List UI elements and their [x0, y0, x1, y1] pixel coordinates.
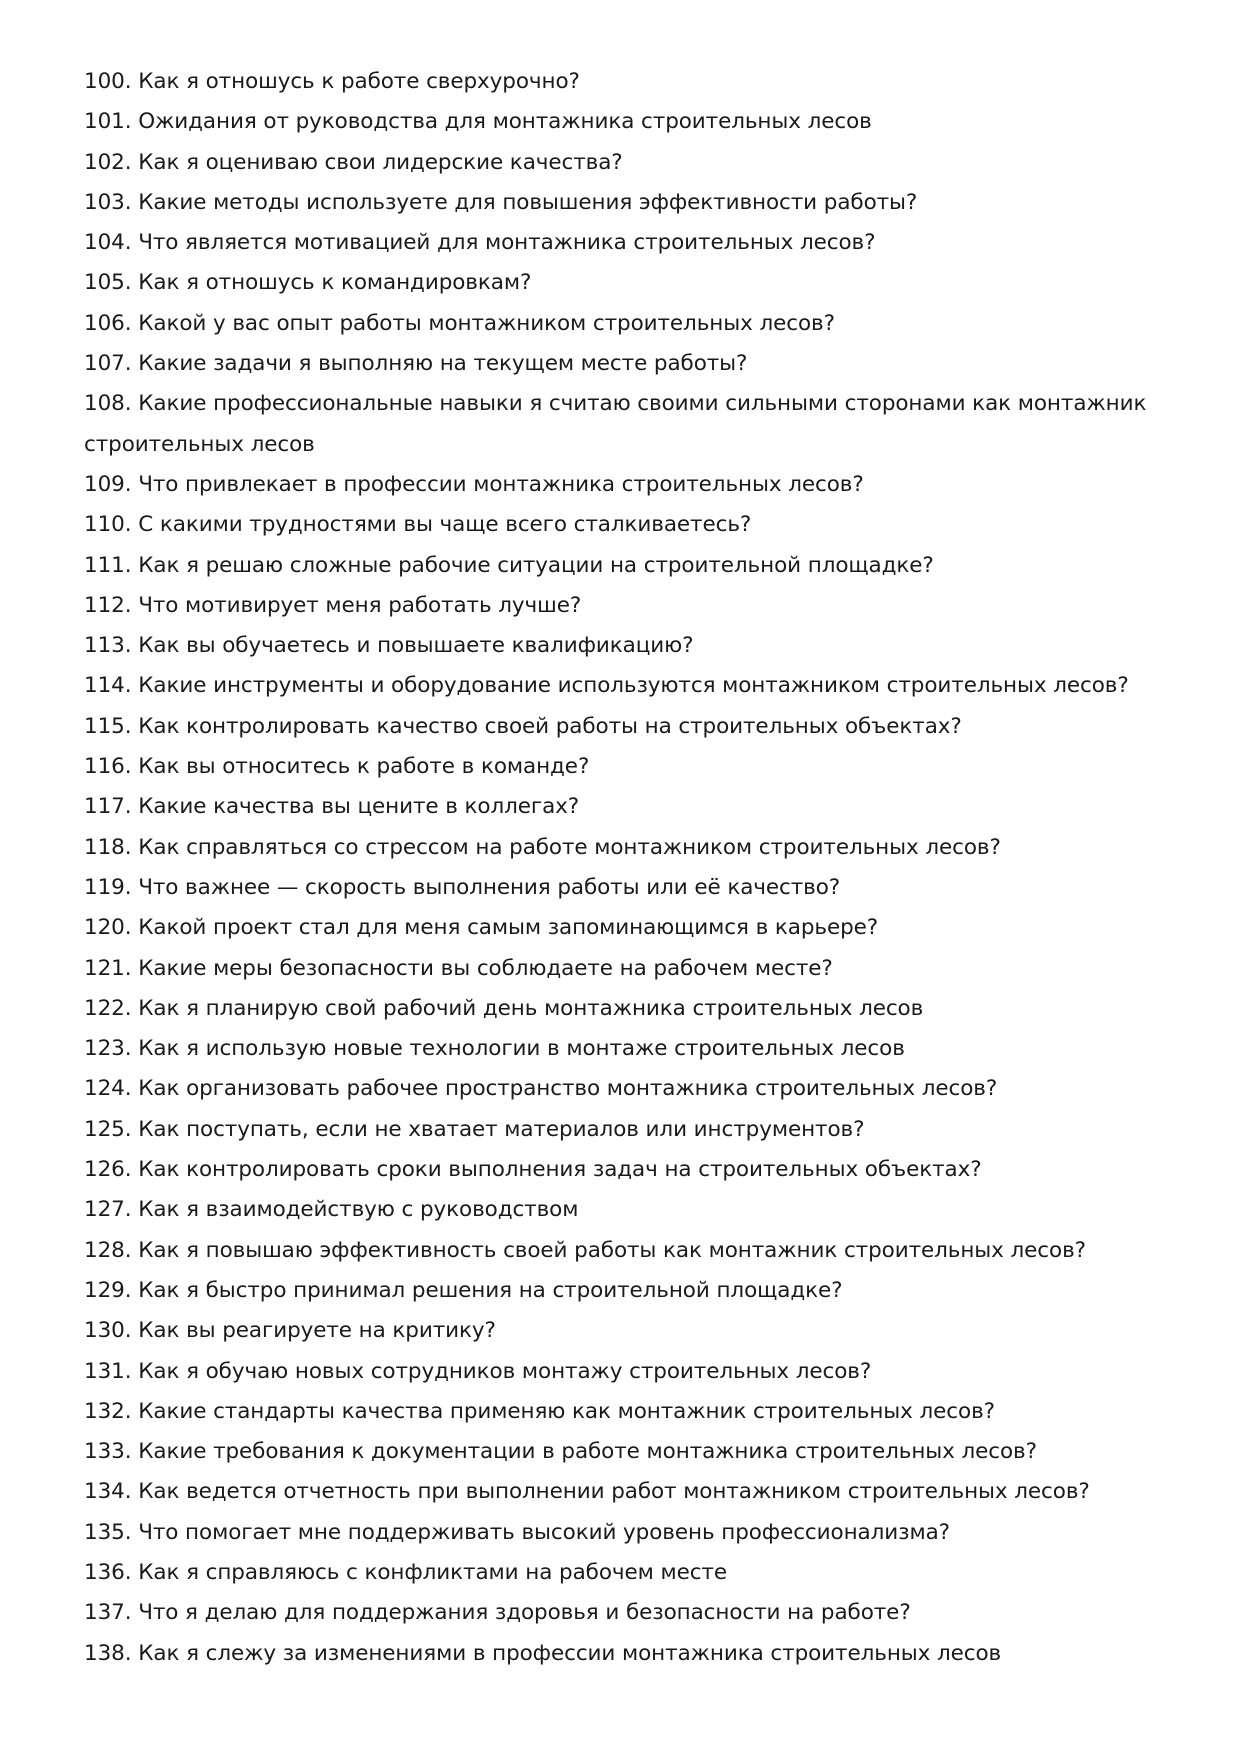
question-item: 128. Как я повышаю эффективность своей работы как монтажник строительных лесов? [84, 1237, 1086, 1263]
question-item: 121. Какие меры безопасности вы соблюдаете на рабочем месте? [84, 955, 833, 981]
question-item: 129. Как я быстро принимал решения на строительной площадке? [84, 1277, 843, 1303]
question-item: 103. Какие методы используете для повышения эффективности работы? [84, 189, 918, 215]
question-item: 100. Как я отношусь к работе сверхурочно? [84, 69, 580, 94]
question-item: 119. Что важнее — скорость выполнения работы или её качество? [84, 874, 841, 900]
question-item: 106. Какой у вас опыт работы монтажником строительных лесов? [84, 310, 835, 336]
question-item: 105. Как я отношусь к командировкам? [84, 270, 532, 296]
question-item: 122. Как я планирую свой рабочий день монтажника строительных лесов [84, 995, 924, 1021]
question-item: 117. Какие качества вы цените в коллегах? [84, 794, 580, 820]
question-item: 135. Что помогает мне поддерживать высокий уровень профессионализма? [84, 1519, 950, 1545]
question-item: 136. Как я справляюсь с конфликтами на рабочем месте [84, 1559, 727, 1585]
question-item: 134. Как ведется отчетность при выполнении работ монтажником строительных лесов? [84, 1479, 1090, 1505]
question-item: 138. Как я слежу за изменениями в профессии монтажника строительных лесов [84, 1640, 1002, 1666]
question-item: 113. Как вы обучаетесь и повышаете квалификацию? [84, 633, 694, 659]
question-item: 110. С какими трудностями вы чаще всего сталкиваетесь? [84, 512, 752, 538]
question-item: 127. Как я взаимодействую с руководством [84, 1197, 579, 1223]
question-item: 102. Как я оцениваю свои лидерские качества? [84, 149, 623, 175]
question-item: 115. Как контролировать качество своей работы на строительных объектах? [84, 713, 962, 739]
question-item: 126. Как контролировать сроки выполнения задач на строительных объектах? [84, 1157, 982, 1183]
question-item: 109. Что привлекает в профессии монтажника строительных лесов? [84, 471, 864, 497]
question-item: 124. Как организовать рабочее пространство монтажника строительных лесов? [84, 1076, 998, 1102]
question-item: 114. Какие инструменты и оборудование используются монтажником строительных лесов? [84, 673, 1129, 699]
question-item: 108. Какие профессиональные навыки я считаю своими сильными сторонами как монтажник строительных лесов [84, 391, 1147, 457]
question-item: 104. Что является мотивацией для монтажника строительных лесов? [84, 230, 876, 256]
question-item: 132. Какие стандарты качества применяю как монтажник строительных лесов? [84, 1398, 995, 1424]
question-list [84, 62, 1174, 1674]
question-item: 118. Как справляться со стрессом на работе монтажником строительных лесов? [84, 834, 1001, 860]
question-item: 112. Что мотивирует меня работать лучше? [84, 592, 582, 618]
question-item: 123. Как я использую новые технологии в монтаже строительных лесов [84, 1036, 905, 1062]
question-item: 133. Какие требования к документации в работе монтажника строительных лесов? [84, 1439, 1037, 1465]
question-item: 107. Какие задачи я выполняю на текущем месте работы? [84, 351, 748, 377]
question-item: 116. Как вы относитесь к работе в команде? [84, 754, 590, 780]
question-item: 137. Что я делаю для поддержания здоровья и безопасности на работе? [84, 1600, 911, 1626]
question-item: 131. Как я обучаю новых сотрудников монтажу строительных лесов? [84, 1358, 872, 1384]
question-item: 111. Как я решаю сложные рабочие ситуации на строительной площадке? [84, 552, 934, 578]
question-item: 130. Как вы реагируете на критику? [84, 1318, 496, 1344]
question-item: 120. Какой проект стал для меня самым запоминающимся в карьере? [84, 915, 879, 941]
question-item: 101. Ожидания от руководства для монтажника строительных лесов [84, 109, 872, 135]
question-item: 125. Как поступать, если не хватает материалов или инструментов? [84, 1116, 865, 1142]
